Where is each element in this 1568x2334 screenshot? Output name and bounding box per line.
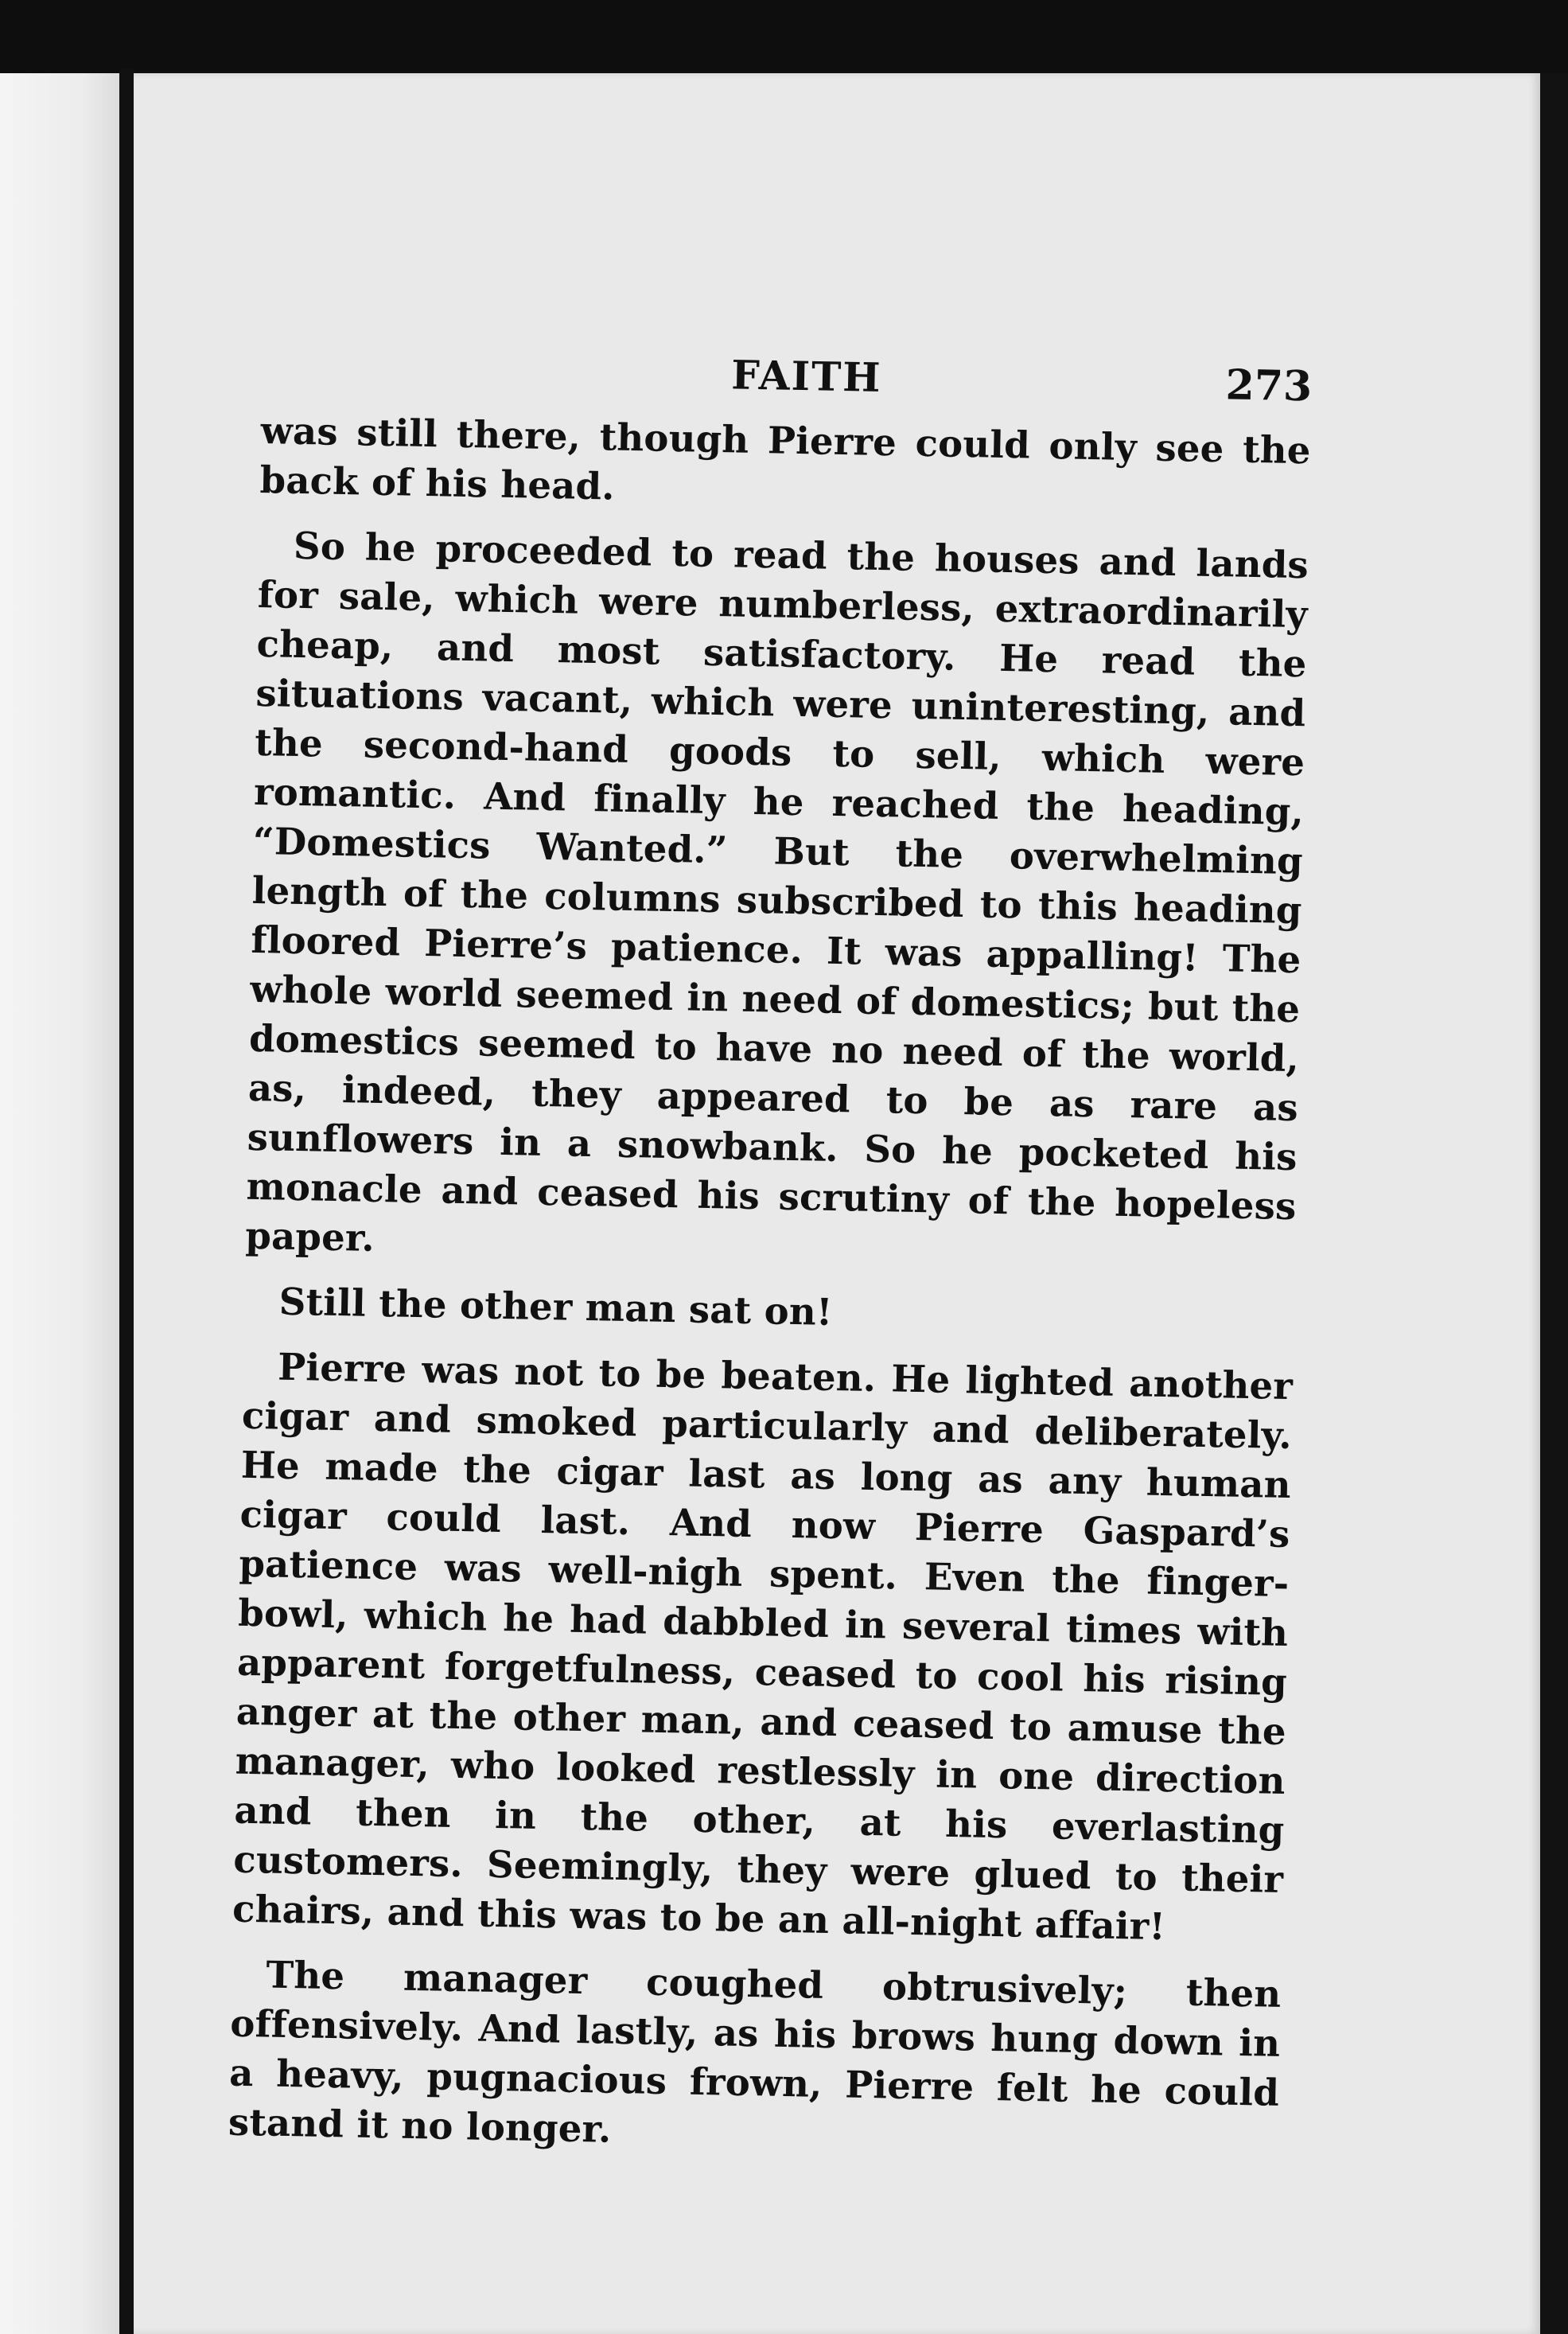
scan-right-border: [1540, 73, 1568, 2334]
scan-top-border: [0, 0, 1568, 73]
book-spine-shadow: [119, 68, 135, 2334]
paragraph-continued: was still there, though Pierre could only see the back of his head.: [259, 407, 1312, 508]
paragraph: Still the other man sat on!: [278, 1279, 834, 1334]
page-number: 273: [1225, 360, 1313, 411]
paragraph: Pierre was not to be beaten. He lighted another cigar and smoked particularly and deliberately. He made the cigar last as long as any human cigar could last. And now Pierre Gaspard’s patience was well-nigh spent. Even the finger-bowl, which he had dabbled in several times with apparent forgetfulness, ceased to cool his rising anger at the other man, and ceased to amuse the manager, who looked restlessly in one direction and then in the other, at his everlasting customers. Seemingly, they were glued to their chairs, and this was to be an all-night affair!: [232, 1344, 1294, 1949]
page-text-block: [228, 342, 1313, 2183]
scan-left-margin: [0, 0, 119, 2334]
paragraph: The manager coughed obtrusively; then offensively. And lastly, as his brows hung down in a heavy, pugnacious frown, Pierre felt he could stand it no longer.: [228, 1952, 1282, 2151]
running-title: FAITH: [730, 351, 883, 401]
paragraph: So he proceeded to read the houses and lands for sale, which were numberless, extraordinarily cheap, and most satisfactory. He read the situations vacant, which were uninteresting, and the second-hand goods to sell, which were romantic. And finally he reached the heading, “Domestics Wanted.” But the overwhelming length of the columns subscribed to this heading floored Pierre’s patience. It was appalling! The whole world seemed in need of domestics; but the domestics seemed to have no need of the world, as, indeed, they appeared to be as rare as sunflowers in a snowbank. So he pocketed his monacle and ceased his scrutiny of the hopeless paper.: [244, 523, 1309, 1260]
